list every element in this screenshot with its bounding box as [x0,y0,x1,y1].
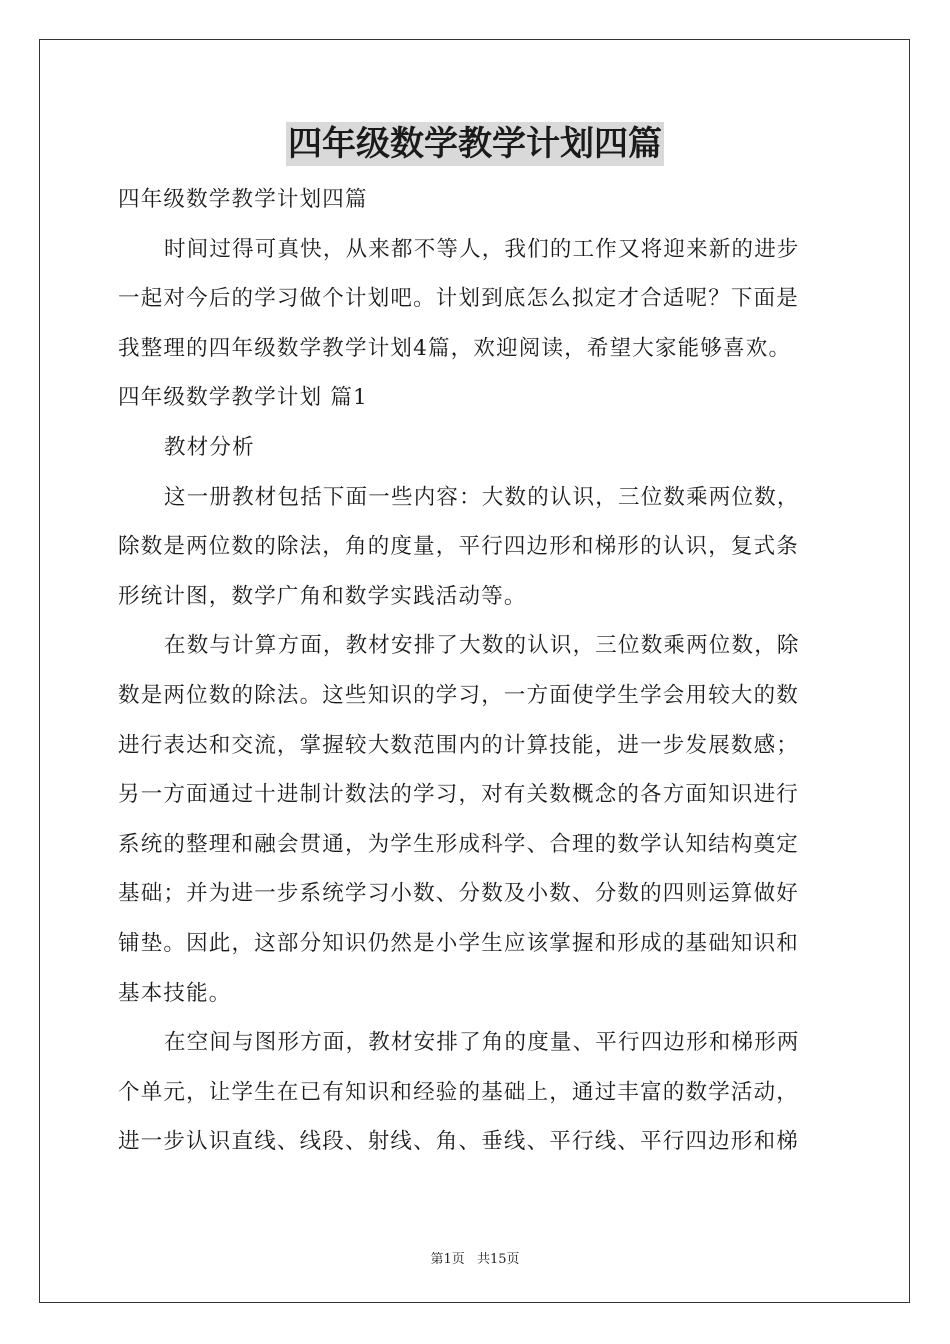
text-line: 进行表达和交流，掌握较大数范围内的计算技能，进一步发展数感； [118,732,800,758]
text-line: 四年级数学教学计划四篇 [118,187,368,212]
title-container [0,122,950,166]
page-footer [0,1248,950,1267]
text-line: 时间过得可真快，从来都不等人，我们的工作又将迎来新的进步 [164,236,800,262]
text-line: 个单元，让学生在已有知识和经验的基础上，通过丰富的数学活动， [118,1079,800,1105]
text-line: 我整理的四年级数学教学计划4篇，欢迎阅读，希望大家能够喜欢。 [118,335,792,361]
text-line: 在空间与图形方面，教材安排了角的度量、平行四边形和梯形两 [164,1030,800,1056]
text-line: 系统的整理和融会贯通，为学生形成科学、合理的数学认知结构奠定 [118,831,800,857]
text-line: 形统计图，数学广角和数学实践活动等。 [118,583,527,609]
document-title: 四年级数学教学计划四篇 [288,124,662,164]
text-line: 一起对今后的学习做个计划吧。计划到底怎么拟定才合适呢？下面是 [118,286,800,312]
page-total: 共15页 [476,1252,520,1267]
text-line: 基本技能。 [118,980,232,1006]
text-line: 数是两位数的除法。这些知识的学习，一方面使学生学会用较大的数 [118,682,800,708]
text-line: 这一册教材包括下面一些内容：大数的认识，三位数乘两位数， [164,484,800,510]
text-line: 进一步认识直线、线段、射线、角、垂线、平行线、平行四边形和梯 [118,1129,800,1155]
document-body [118,175,833,1167]
text-line: 四年级数学教学计划 篇1 [118,385,368,411]
text-line: 除数是两位数的除法，角的度量，平行四边形和梯形的认识，复式条 [118,534,800,560]
text-line: 在数与计算方面，教材安排了大数的认识，三位数乘两位数，除 [164,633,800,659]
text-line: 教材分析 [164,434,255,460]
text-line: 铺垫。因此，这部分知识仍然是小学生应该掌握和形成的基础知识和 [118,930,800,956]
text-line: 另一方面通过十进制计数法的学习，对有关数概念的各方面知识进行 [118,782,800,808]
page-number: 第1页 [430,1252,465,1267]
text-line: 基础；并为进一步系统学习小数、分数及小数、分数的四则运算做好 [118,881,800,907]
